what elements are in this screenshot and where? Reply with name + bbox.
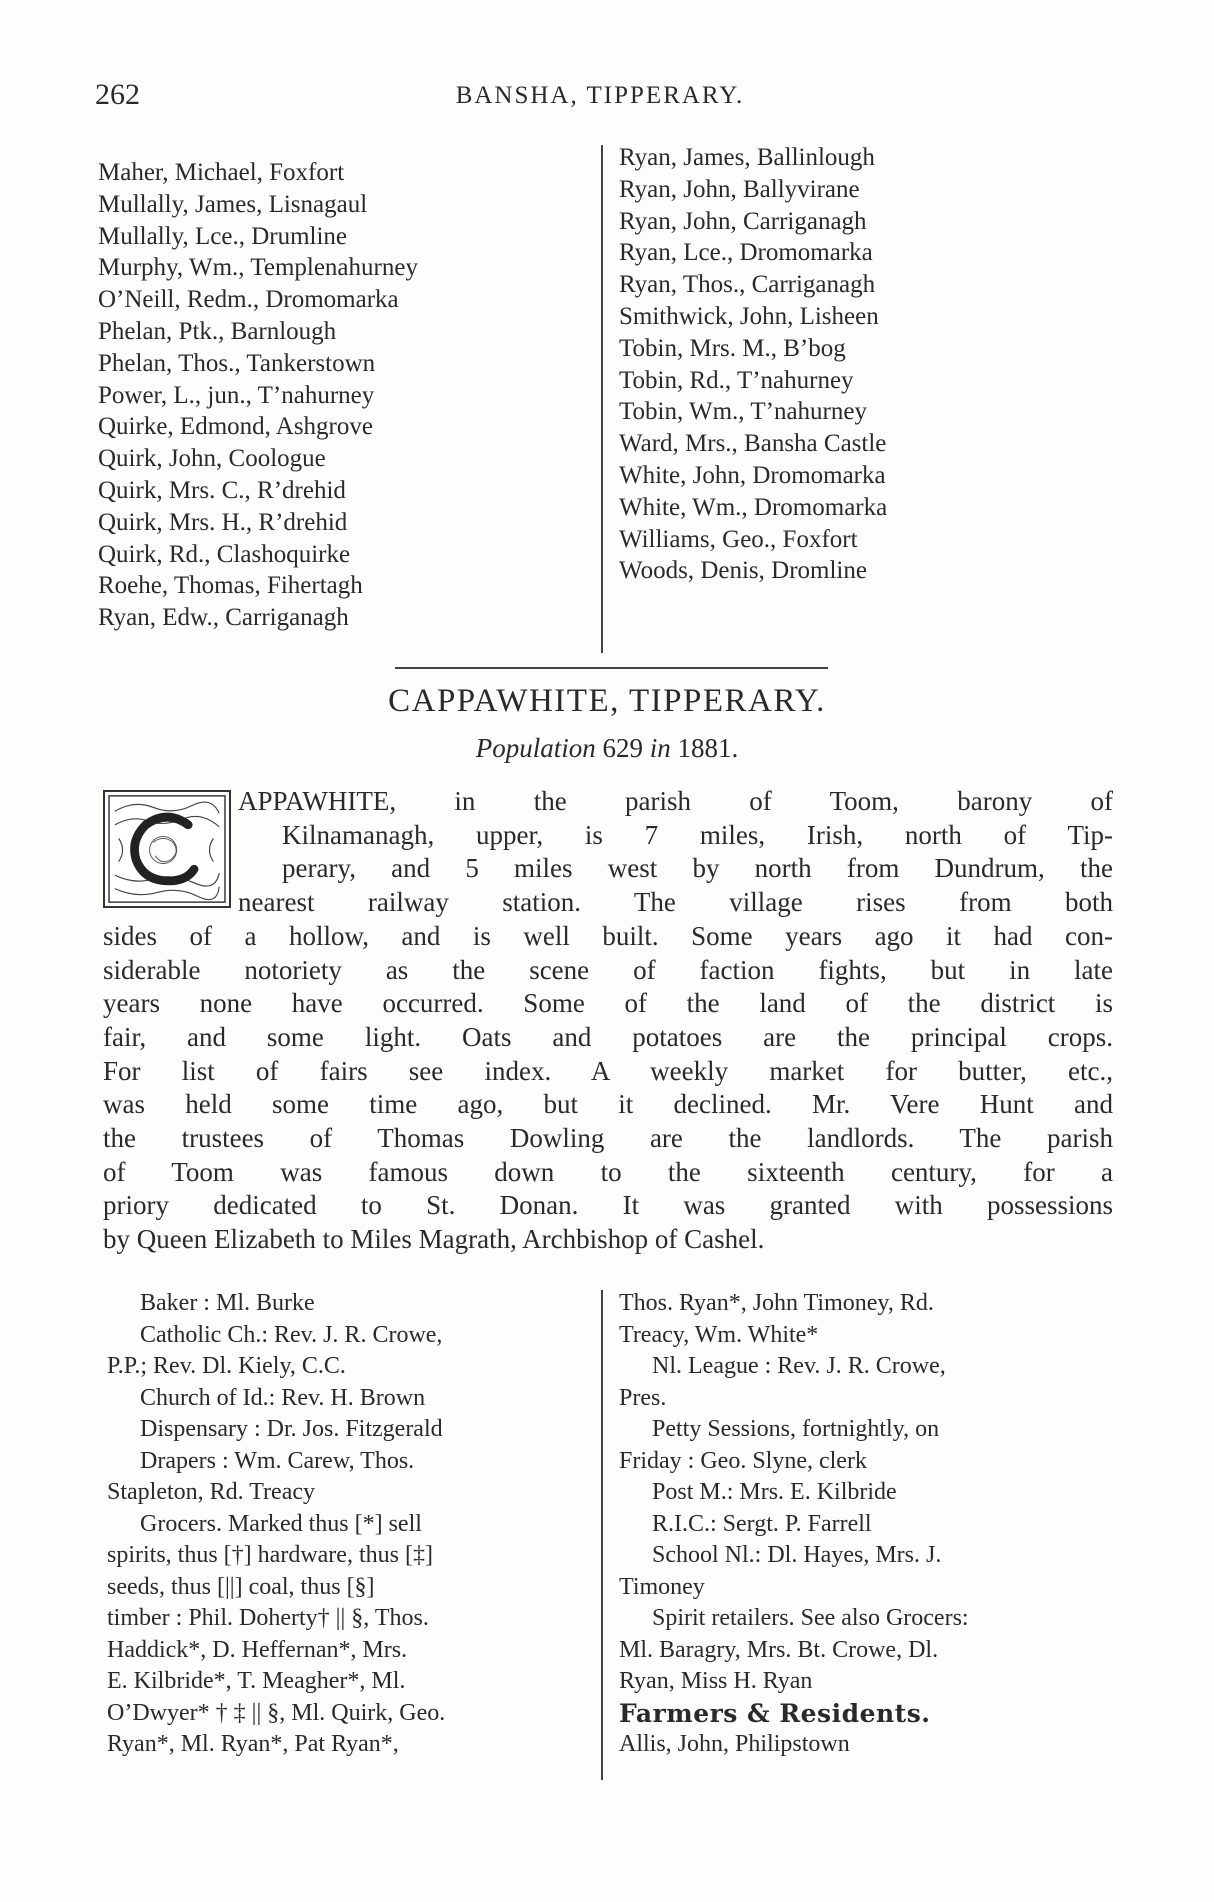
list-item: spirits, thus [†] hardware, thus [‡] (107, 1542, 433, 1568)
list-item: Church of Id.: Rev. H. Brown (140, 1384, 426, 1411)
list-item: Spirit retailers. See also Grocers: (652, 1605, 969, 1631)
paragraph-line: was held some time ago, but it declined. Mr. Vere Hunt and (103, 1089, 1113, 1120)
paragraph-line: Kilnamanagh, upper, is 7 miles, Irish, north of Tip- (282, 819, 1113, 850)
paragraph-line: fair, and some light. Oats and potatoes are the principal crops. (103, 1021, 1113, 1052)
directory-right (619, 1288, 969, 1761)
list-item: Mullally, Lce., Drumline (98, 222, 348, 250)
list-item: Treacy, Wm. White* (619, 1321, 819, 1348)
list-item: Ryan*, Ml. Ryan*, Pat Ryan*, (107, 1731, 399, 1757)
list-item: Tobin, Mrs. M., B’bog (619, 334, 846, 362)
farmers-residents-heading: Farmers & Residents. (619, 1698, 931, 1728)
list-item: Quirk, Mrs. C., R’drehid (98, 476, 346, 504)
list-item: Woods, Denis, Dromline (619, 557, 867, 585)
paragraph-line: perary, and 5 miles west by north from Dundrum, the (282, 853, 1113, 884)
population-label: Population (475, 733, 596, 763)
list-item: Ryan, John, Ballyvirane (619, 175, 860, 203)
list-item: Timoney (619, 1573, 705, 1600)
list-item: Quirke, Edmond, Ashgrove (98, 413, 373, 441)
list-item: Baker : Ml. Burke (140, 1290, 315, 1316)
list-item: Petty Sessions, fortnightly, on (652, 1416, 940, 1442)
list-item: Mullally, James, Lisnagaul (98, 190, 368, 218)
list-item: Haddick*, D. Heffernan*, Mrs. (107, 1636, 408, 1663)
population-year: 1881. (677, 733, 739, 763)
list-item: Quirk, Mrs. H., R’drehid (98, 508, 348, 536)
residents-list-left (98, 157, 418, 634)
list-item: E. Kilbride*, T. Meagher*, Ml. (107, 1668, 406, 1694)
population-line (0, 733, 1214, 764)
list-item: P.P.; Rev. Dl. Kiely, C.C. (107, 1353, 346, 1379)
list-item: Dispensary : Dr. Jos. Fitzgerald (140, 1416, 443, 1442)
list-item: Quirk, Rd., Clashoquirke (98, 540, 351, 568)
list-item: Quirk, John, Coologue (98, 445, 326, 473)
paragraph-line: the trustees of Thomas Dowling are the landlords. The parish (103, 1123, 1113, 1153)
list-item: timber : Phil. Doherty† || §, Thos. (107, 1605, 429, 1631)
list-item: Ryan, Lce., Dromomarka (619, 239, 873, 267)
list-item: Ryan, James, Ballinlough (619, 144, 875, 171)
list-item: Ryan, Thos., Carriganagh (619, 271, 876, 299)
list-item: Thos. Ryan*, John Timoney, Rd. (619, 1290, 934, 1316)
column-divider (601, 145, 603, 653)
list-item: Ward, Mrs., Bansha Castle (619, 430, 887, 458)
list-item: Smithwick, John, Lisheen (619, 302, 879, 330)
list-item: Roehe, Thomas, Fihertagh (98, 572, 363, 600)
list-item: Pres. (619, 1384, 667, 1411)
list-item: Maher, Michael, Foxfort (98, 159, 345, 186)
residents-list-right (619, 142, 887, 587)
population-value: 629 (602, 733, 643, 763)
list-item: Tobin, Rd., T’nahurney (619, 366, 854, 394)
paragraph-line: by Queen Elizabeth to Miles Magrath, Archbishop of Cashel. (103, 1224, 765, 1255)
paragraph-line: For list of fairs see index. A weekly market for butter, etc., (103, 1055, 1113, 1086)
list-item: Williams, Geo., Foxfort (619, 525, 858, 553)
paragraph-line: years none have occurred. Some of the land of the district is (103, 988, 1113, 1019)
list-item: Friday : Geo. Slyne, clerk (619, 1447, 867, 1474)
list-item: Grocers. Marked thus [*] sell (140, 1510, 422, 1537)
list-item: Phelan, Ptk., Barnlough (98, 317, 337, 345)
list-item: White, Wm., Dromomarka (619, 493, 888, 521)
list-item: Post M.: Mrs. E. Kilbride (652, 1479, 897, 1505)
section-divider (395, 667, 828, 669)
paragraph-line: sides of a hollow, and is well built. Some years ago it had con- (103, 920, 1113, 951)
population-in: in (649, 733, 671, 763)
list-item: R.I.C.: Sergt. P. Farrell (652, 1510, 872, 1537)
list-item: Ml. Baragry, Mrs. Bt. Crowe, Dl. (619, 1636, 939, 1663)
list-item: Ryan, Miss H. Ryan (619, 1668, 813, 1694)
section-title: CAPPAWHITE, TIPPERARY. (388, 683, 826, 719)
list-item: O’Dwyer* † ‡ || §, Ml. Quirk, Geo. (107, 1699, 446, 1726)
drop-cap-c-ornament (103, 790, 231, 908)
list-item: Ryan, John, Carriganagh (619, 207, 867, 235)
list-item: School Nl.: Dl. Hayes, Mrs. J. (652, 1542, 942, 1568)
running-head: BANSHA, TIPPERARY. (455, 82, 745, 109)
list-item: Ryan, Edw., Carriganagh (98, 604, 349, 632)
paragraph-line: nearest railway station. The village rises from both (238, 887, 1113, 918)
list-item: Drapers : Wm. Carew, Thos. (140, 1447, 415, 1474)
list-item: Stapleton, Rd. Treacy (107, 1479, 315, 1505)
directory-left (107, 1288, 446, 1761)
list-item: O’Neill, Redm., Dromomarka (98, 286, 399, 314)
list-item: Catholic Ch.: Rev. J. R. Crowe, (140, 1321, 443, 1348)
paragraph-line: priory dedicated to St. Donan. It was granted with possessions (103, 1190, 1113, 1221)
paragraph-line: APPAWHITE, in the parish of Toom, barony of (238, 786, 1113, 816)
paragraph-line: of Toom was famous down to the sixteenth century, for a (103, 1156, 1113, 1187)
list-item: Power, L., jun., T’nahurney (98, 381, 375, 409)
page-number: 262 (95, 78, 140, 111)
list-item: Tobin, Wm., T’nahurney (619, 398, 867, 426)
list-item: Allis, John, Philipstown (619, 1731, 850, 1757)
page-header (95, 78, 1105, 118)
list-item: Phelan, Thos., Tankerstown (98, 349, 376, 377)
list-item: Nl. League : Rev. J. R. Crowe, (652, 1353, 946, 1379)
column-divider (601, 1290, 603, 1780)
ornament-icon (105, 792, 229, 906)
list-item: Murphy, Wm., Templenahurney (98, 254, 418, 282)
list-item: seeds, thus [||] coal, thus [§] (107, 1573, 375, 1600)
list-item: White, John, Dromomarka (619, 461, 886, 489)
paragraph-line: siderable notoriety as the scene of faction fights, but in late (103, 954, 1113, 985)
